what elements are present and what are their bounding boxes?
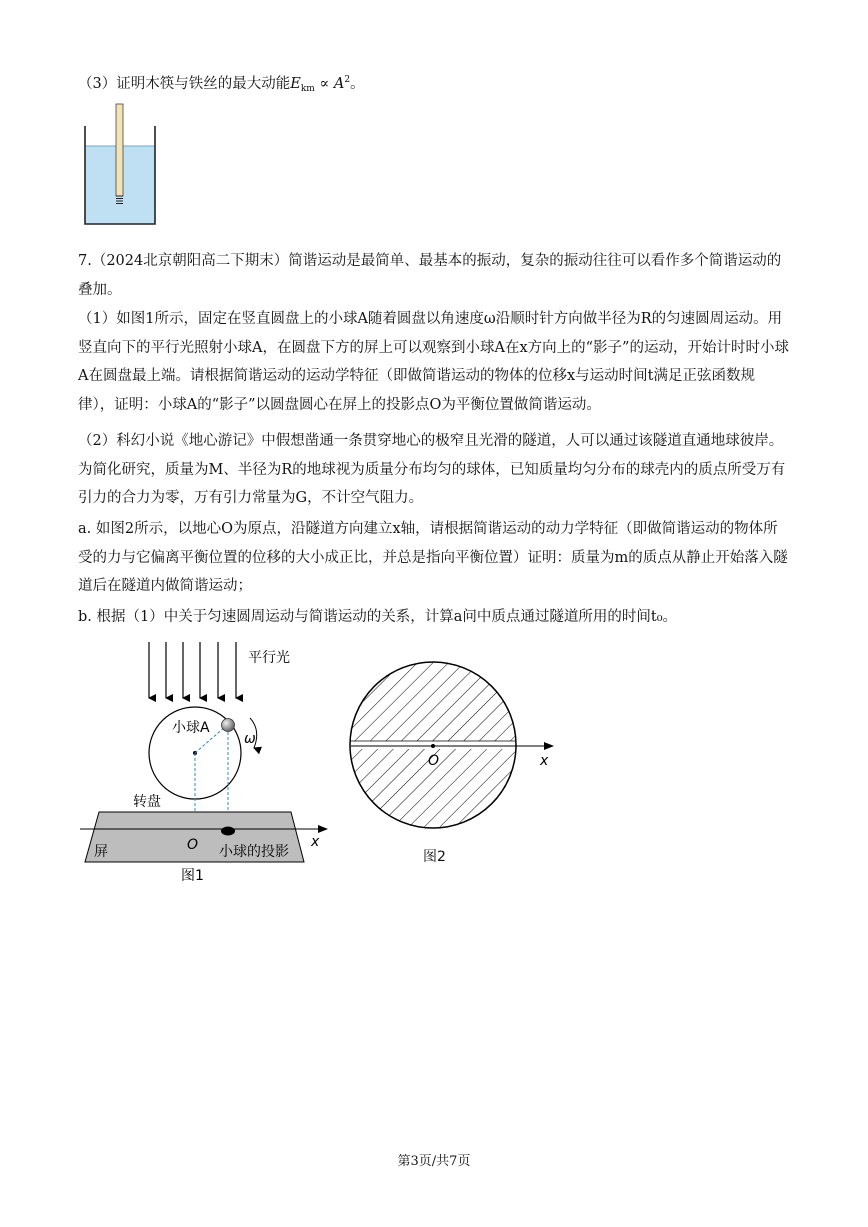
page-number-footer: 第3页/共7页 (397, 1154, 471, 1169)
ball-a (222, 719, 235, 732)
figure-2-caption: 图2 (423, 849, 446, 865)
figure-1 (78, 640, 340, 890)
origin-label-fig2: O (428, 753, 440, 769)
earth-hatched-body (345, 657, 525, 837)
energy-subscript: km (300, 84, 315, 94)
shadow-label: 小球的投影 (219, 844, 289, 860)
earth-center (431, 744, 435, 748)
origin-label-fig1: O (187, 837, 199, 853)
q7-part-a: a. 如图2所示，以地心O为原点，沿隧道方向建立x轴，请根据简谐运动的动力学特征（即做简谐运动的物体所受的力与它偏离平衡位置的位移的大小成正比，并总是指向平衡位置）证明：质量为m的质点从静止开始落入隧道后在隧道内做简谐运动； (78, 521, 788, 594)
q7-part-b: b. 根据（1）中关于匀速圆周运动与简谐运动的关系，计算a问中质点通过隧道所用的时间t₀。 (78, 609, 678, 625)
proportional-sign: ∝ (314, 76, 334, 92)
q7-intro: 7.（2024北京朝阳高二下期末）简谐运动是最简单、最基本的振动，复杂的振动往往可以看作多个简谐运动的叠加。 (78, 253, 782, 298)
screen-label: 屏 (94, 844, 108, 860)
ball-label: 小球A (172, 720, 210, 736)
q7-part2: （2）科幻小说《地心游记》中假想凿通一条贯穿地心的极窄且光滑的隧道，人可以通过该隧道直通地球彼岸。为简化研究，质量为M、半径为R的地球视为质量分布均匀的球体，已知质量均匀分布的球壳内的质点所受万有引力的合力为零，万有引力常量为G，不计空气阻力。 (78, 433, 786, 506)
square-exponent: 2 (344, 75, 351, 85)
turntable-label: 转盘 (133, 794, 161, 810)
parallel-light-label: 平行光 (248, 650, 290, 666)
beaker-figure (80, 102, 160, 228)
x-axis-label-fig2: x (540, 753, 549, 769)
omega-label: ω (244, 731, 256, 747)
q6-part3 (78, 66, 790, 104)
q7-part1: （1）如图1所示，固定在竖直圆盘上的小球A随着圆盘以角速度ω沿顺时针方向做半径为R的匀速圆周运动。用竖直向下的平行光照射小球A，在圆盘下方的屏上可以观察到小球A在x方向上的“影子”的运动，开始计时时小球A在圆盘最上端。请根据简谐运动的运动学特征（即做简谐运动的物体的位移x与运动时间t满足正弦函数规律），证明：小球A的“影子”以圆盘圆心在屏上的投影点O为平衡位置做简谐运动。 (78, 311, 789, 413)
q6-part3-end: 。 (350, 76, 365, 92)
amplitude-symbol: A (333, 76, 345, 92)
chopstick (116, 104, 123, 196)
q6-part3-prefix: （3）证明木筷与铁丝的最大动能 (78, 76, 291, 92)
energy-symbol: E (290, 76, 301, 92)
figure-1-caption: 图1 (181, 868, 204, 884)
ball-shadow (221, 827, 235, 836)
x-axis-label-fig1: x (311, 834, 320, 850)
figure-2 (345, 657, 560, 872)
parallel-light-rays (149, 642, 236, 698)
